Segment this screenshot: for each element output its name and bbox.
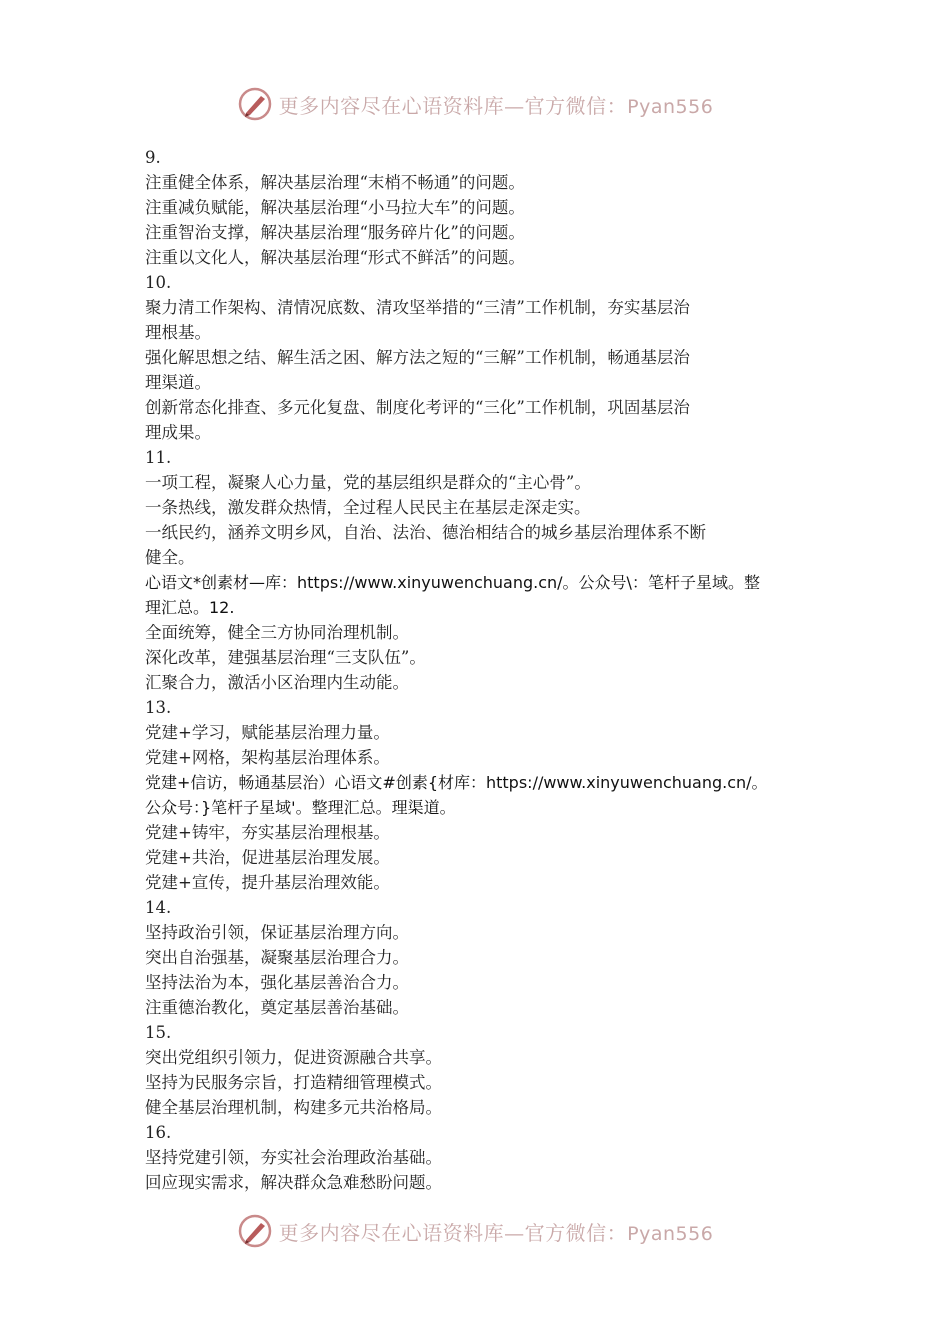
- text-line: 党建+共治，促进基层治理发展。: [145, 848, 390, 867]
- text-line: 突出党组织引领力，促进资源融合共享。: [145, 1048, 442, 1067]
- text-line: 理成果。: [145, 423, 211, 442]
- text-line: 创新常态化排查、多元化复盘、制度化考评的“三化”工作机制，巩固基层治: [145, 398, 690, 417]
- pen-logo-icon: [237, 1213, 273, 1249]
- section-number: 10.: [145, 273, 172, 292]
- text-line: 全面统筹，健全三方协同治理机制。: [145, 623, 409, 642]
- text-line: 理根基。: [145, 323, 211, 342]
- text-line: 回应现实需求，解决群众急难愁盼问题。: [145, 1173, 442, 1192]
- section-number: 13.: [145, 698, 172, 717]
- text-line: 注重德治教化，奠定基层善治基础。: [145, 998, 409, 1017]
- footer-watermark-banner: [0, 1211, 950, 1251]
- text-line: 党建+宣传，提升基层治理效能。: [145, 873, 390, 892]
- text-line: 健全。: [145, 548, 195, 567]
- section-number: 15.: [145, 1023, 172, 1042]
- watermark-line: 理汇总。12.: [145, 598, 235, 617]
- watermark-line: 党建+信访，畅通基层治）心语文#创素{材库：https://www.xinyuwenchuang.cn/。: [145, 773, 768, 792]
- text-line: 党建+学习，赋能基层治理力量。: [145, 723, 390, 742]
- section-number: 9.: [145, 148, 161, 167]
- text-line: 突出自治强基，凝聚基层治理合力。: [145, 948, 409, 967]
- section-number: 14.: [145, 898, 172, 917]
- text-line: 注重智治支撑，解决基层治理“服务碎片化”的问题。: [145, 223, 525, 242]
- header-watermark-banner: [0, 84, 950, 124]
- watermark-line: 心语文*创素材—库：https://www.xinyuwenchuang.cn/。公众号\：笔杆子星域。整: [145, 573, 760, 592]
- document-body: [145, 145, 810, 1195]
- text-line: 注重减负赋能，解决基层治理“小马拉大车”的问题。: [145, 198, 525, 217]
- text-line: 党建+网格，架构基层治理体系。: [145, 748, 390, 767]
- text-line: 一项工程，凝聚人心力量，党的基层组织是群众的“主心骨”。: [145, 473, 591, 492]
- text-line: 坚持党建引领，夯实社会治理政治基础。: [145, 1148, 442, 1167]
- text-line: 深化改革，建强基层治理“三支队伍”。: [145, 648, 426, 667]
- text-line: 一条热线，激发群众热情，全过程人民民主在基层走深走实。: [145, 498, 591, 517]
- text-line: 强化解思想之结、解生活之困、解方法之短的“三解”工作机制，畅通基层治: [145, 348, 690, 367]
- banner-text: 更多内容尽在心语资料库—官方微信：Pyan556: [278, 1220, 714, 1245]
- text-line: 聚力清工作架构、清情况底数、清攻坚举措的“三清”工作机制，夯实基层治: [145, 298, 690, 317]
- text-line: 坚持法治为本，强化基层善治合力。: [145, 973, 409, 992]
- text-line: 健全基层治理机制，构建多元共治格局。: [145, 1098, 442, 1117]
- text-line: 理渠道。: [145, 373, 211, 392]
- text-line: 坚持为民服务宗旨，打造精细管理模式。: [145, 1073, 442, 1092]
- text-line: 坚持政治引领，保证基层治理方向。: [145, 923, 409, 942]
- section-number: 16.: [145, 1123, 172, 1142]
- pen-logo-icon: [237, 86, 273, 122]
- text-line: 注重以文化人，解决基层治理“形式不鲜活”的问题。: [145, 248, 525, 267]
- text-line: 汇聚合力，激活小区治理内生动能。: [145, 673, 409, 692]
- banner-text: 更多内容尽在心语资料库—官方微信：Pyan556: [278, 93, 714, 118]
- wechat-id: Pyan556: [627, 1222, 714, 1245]
- section-number: 11.: [145, 448, 172, 467]
- text-line: 注重健全体系，解决基层治理“末梢不畅通”的问题。: [145, 173, 525, 192]
- text-line: 党建+铸牢，夯实基层治理根基。: [145, 823, 390, 842]
- text-line: 一纸民约，涵养文明乡风，自治、法治、德治相结合的城乡基层治理体系不断: [145, 523, 706, 542]
- wechat-id: Pyan556: [627, 95, 714, 118]
- watermark-line: 公众号：}笔杆子星域'。整理汇总。理渠道。: [145, 798, 456, 817]
